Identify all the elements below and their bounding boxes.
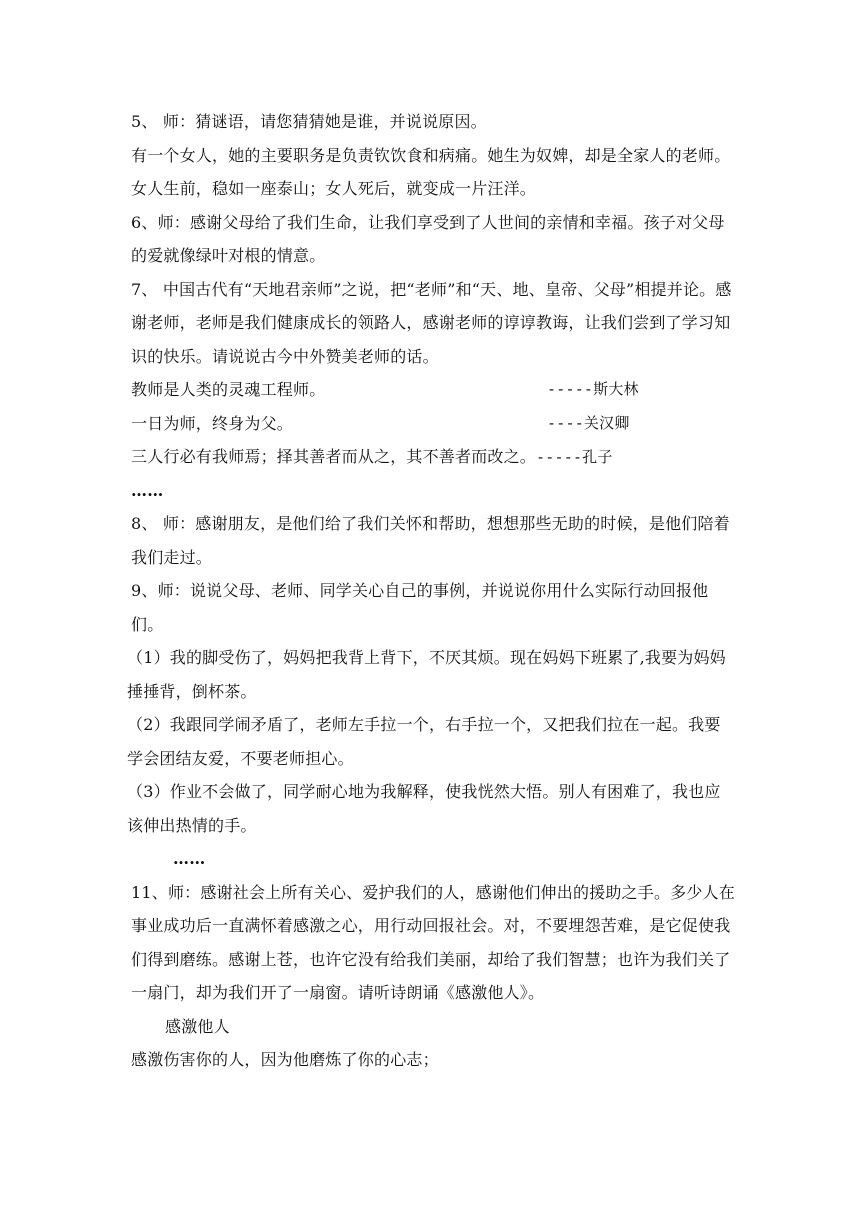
quote-row <box>131 440 736 474</box>
ellipsis: …… <box>131 480 164 500</box>
poem-line: 感激伤害你的人，因为他磨炼了你的心志； <box>131 1050 439 1069</box>
paragraph-9: 9、师：说说父母、老师、同学关心自己的事例，并说说你用什么实际行动回报他们。 <box>131 581 709 634</box>
list-item: （1）我的脚受伤了，妈妈把我背上背下，不厌其烦。现在妈妈下班累了,我要为妈妈捶捶背，倒杯茶。 <box>127 648 726 701</box>
quote-text: 教师是人类的灵魂工程师。 <box>131 380 326 399</box>
paragraph-6: 6、师：感谢父母给了我们生命，让我们享受到了人世间的亲情和幸福。孩子对父母的爱就像绿叶对根的情意。 <box>131 212 725 265</box>
quote-author: -----斯大林 <box>547 380 639 398</box>
quote-text: 三人行必有我师焉；择其善者而从之，其不善者而改之。 <box>131 447 537 466</box>
paragraph-7: 7、 中国古代有“天地君亲师”之说，把“老师”和“天、地、皇帝、父母”相提并论。感谢老师，老师是我们健康成长的领路人，感谢老师的谆谆教诲，让我们尝到了学习知识的快乐。请说说古今中外赞美老师的话。 <box>131 279 732 366</box>
paragraph-8: 8、 师：感谢朋友，是他们给了我们关怀和帮助，想想那些无助的时候，是他们陪着我们走过。 <box>131 514 730 567</box>
quote-author: -----孔子 <box>536 448 613 466</box>
quote-author: ----关汉卿 <box>547 413 630 432</box>
document-body <box>127 105 736 1077</box>
paragraph-5-title: 5、 师：猜谜语，请您猜猜她是谁，并说说原因。 <box>131 112 487 131</box>
list-item: （2）我跟同学闹矛盾了，老师左手拉一个，右手拉一个，又把我们拉在一起。我要学会团结友爱，不要老师担心。 <box>127 715 721 768</box>
paragraph-11: 11、师：感谢社会上所有关心、爱护我们的人，感谢他们伸出的援助之手。多少人在事业成功后一直满怀着感激之心，用行动回报社会。对，不要埋怨苦难，是它促使我们得到磨练。感谢上苍，也许它没有给我们美丽，却给了我们智慧；也许为我们关了一扇门，却为我们开了一扇窗。请听诗朗诵《感激他人》。 <box>131 882 735 1002</box>
poem-title: 感激他人 <box>165 1016 230 1036</box>
ellipsis: …… <box>173 849 206 868</box>
list-item: （3）作业不会做了，同学耐心地为我解释，使我恍然大悟。别人有困难了，我也应该伸出热情的手。 <box>127 782 721 835</box>
quote-row <box>131 373 736 407</box>
quote-text: 一日为师，终身为父。 <box>131 413 294 433</box>
quote-row <box>131 407 736 441</box>
paragraph-5-riddle: 有一个女人，她的主要职务是负责钦饮食和病痛。她生为奴婢，却是全家人的老师。女人生前，稳如一座泰山；女人死后，就变成一片汪洋。 <box>131 145 731 198</box>
